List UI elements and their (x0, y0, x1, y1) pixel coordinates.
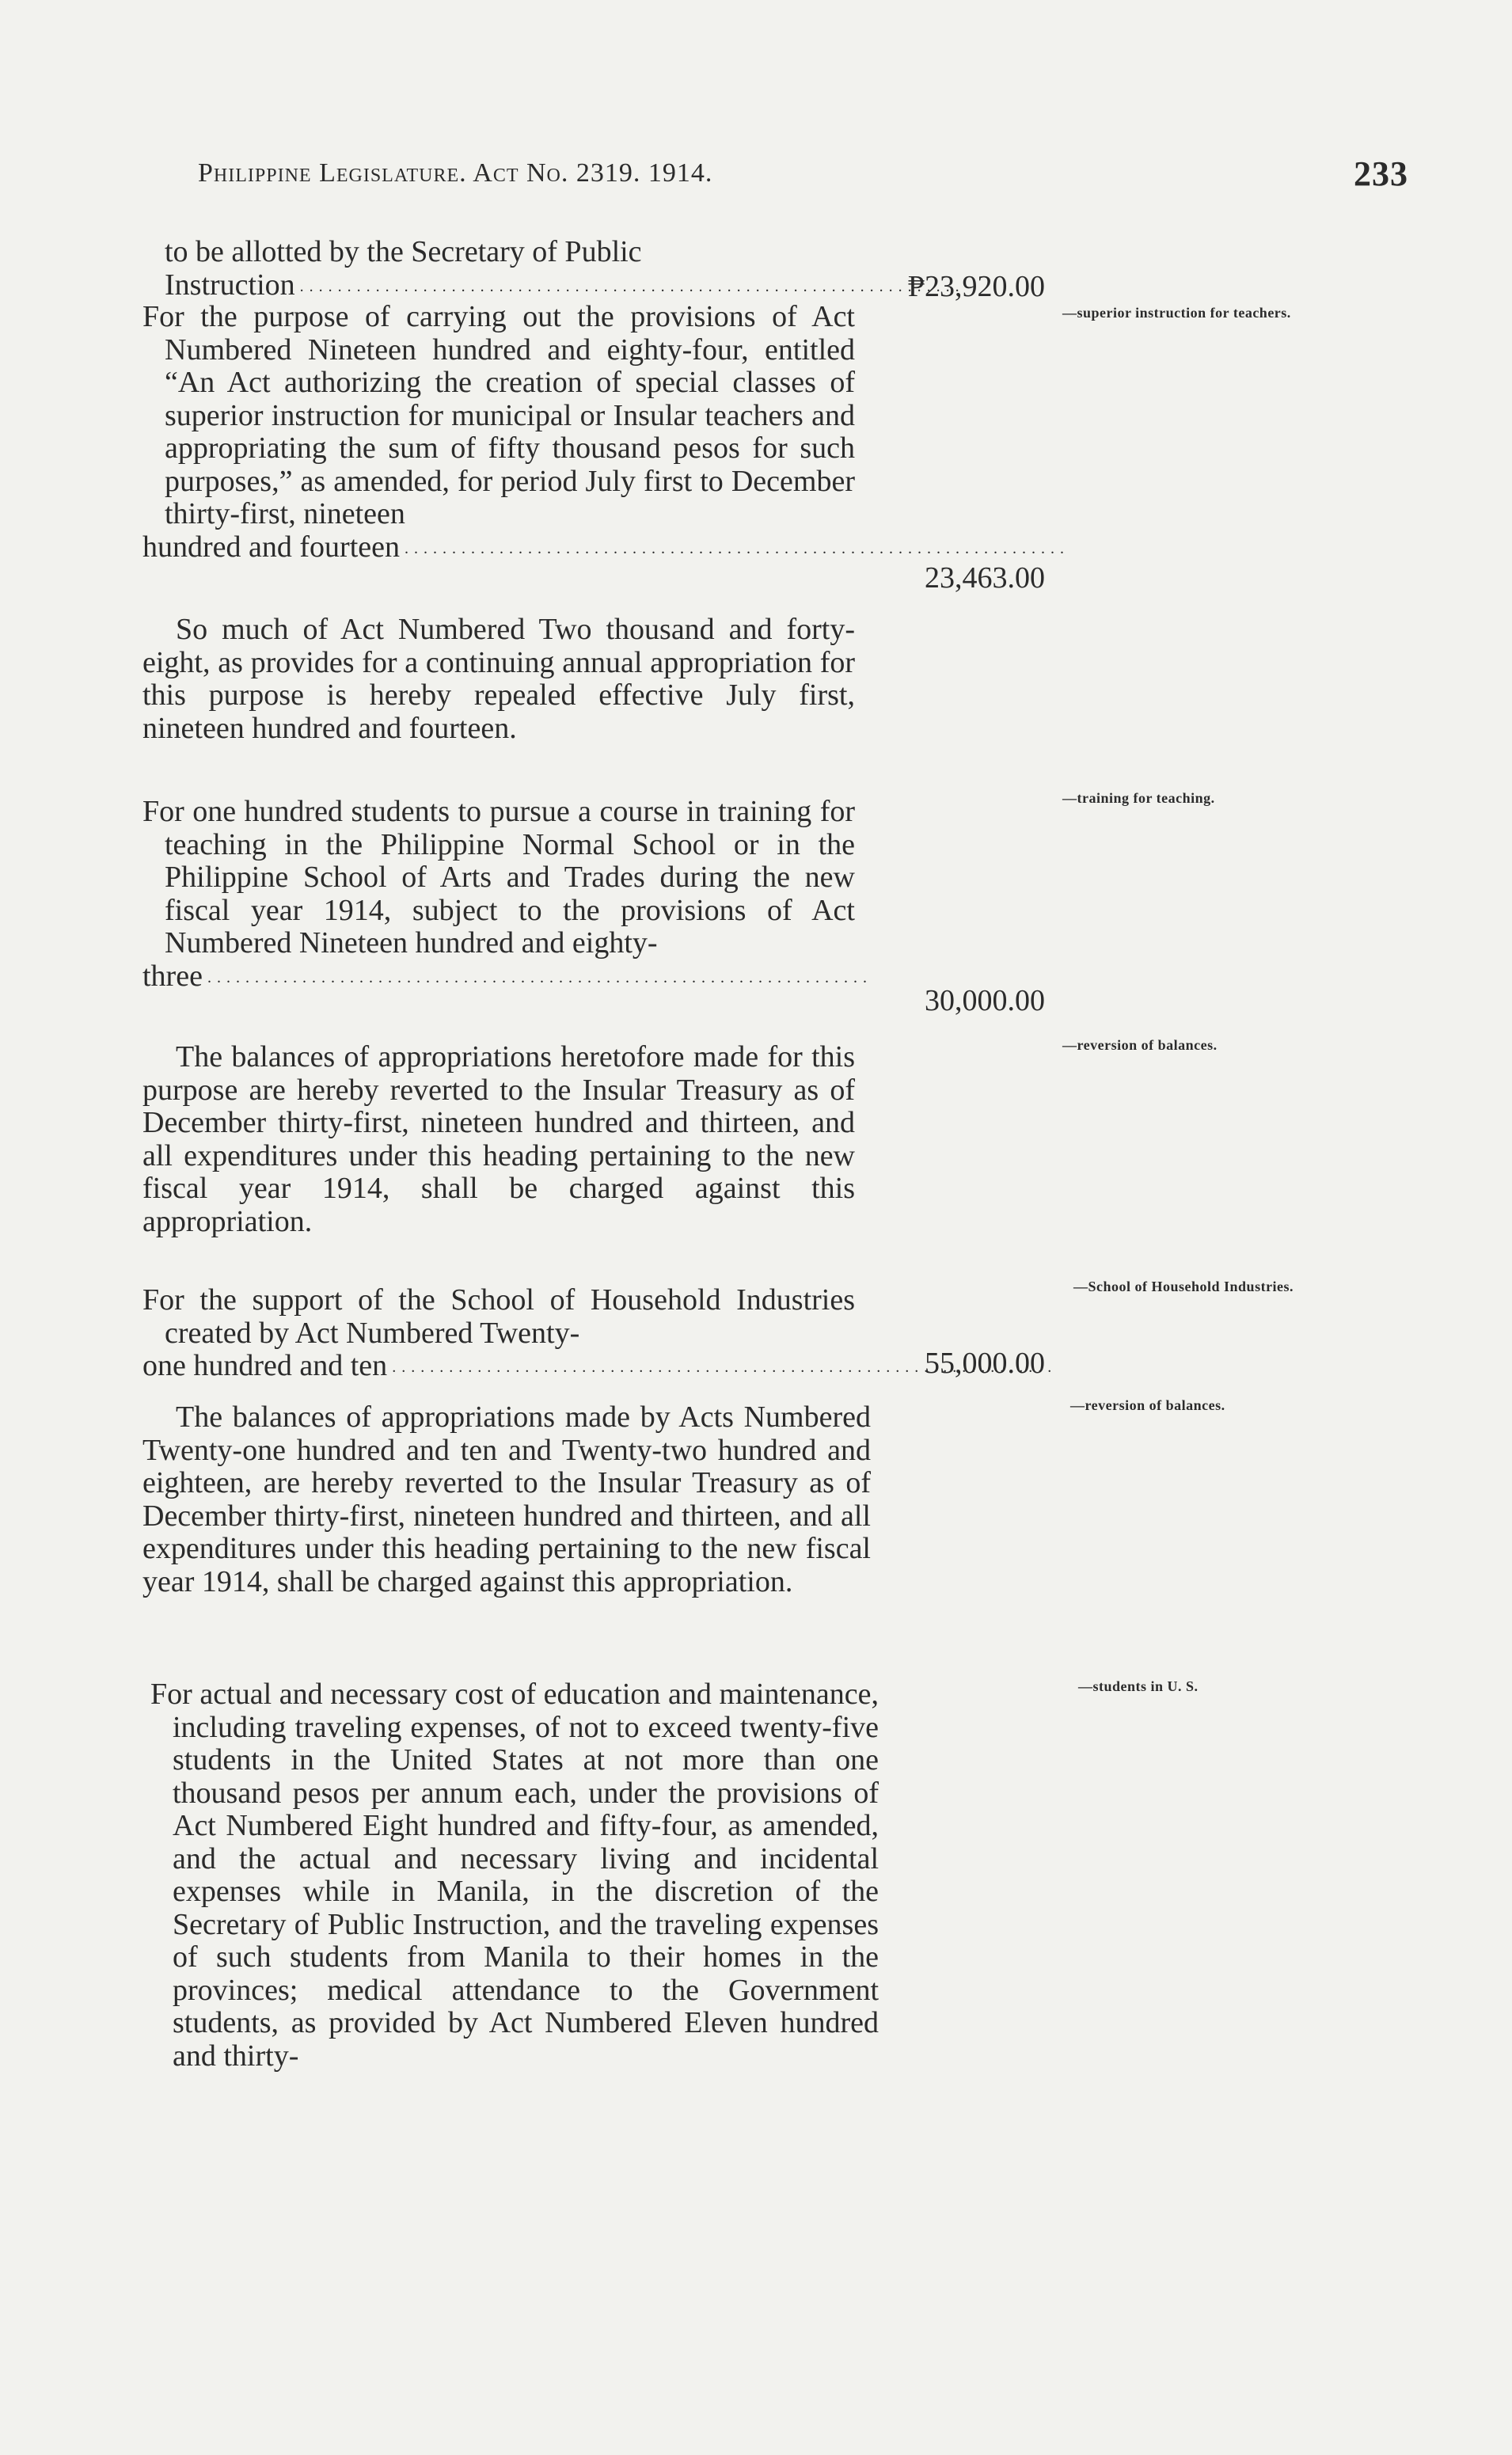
item-leader-line: Instruction . . . (165, 269, 855, 307)
repeal-paragraph: So much of Act Numbered Two thousand and forty-eight, as provides for a continuing annual appropriation for this purpose is hereby repealed effective July first, nineteen hundred and fourteen. (142, 613, 855, 745)
item-amount: ₱23,920.00 (907, 270, 1045, 303)
appropriation-item: For actual and necessary cost of education and maintenance, including traveling expenses, of not to exceed twenty-five students in the United States at not more than one thousand pesos per annum each, under the provisions of Act Numbered Eight hundred and fifty-four, as amended, and the actual and necessary living and incidental expenses while in Manila, in the discretion of the Secretary of Public Instruction, and the traveling expenses of such students from Manila to their homes in the provinces; medical attendance to the Government students, as provided by Act Numbered Eleven hundred and thirty- (150, 1678, 879, 2073)
margin-note: —superior instruction for teachers. (1062, 305, 1291, 321)
item-amount: 30,000.00 (925, 984, 1045, 1017)
item-text: For the purpose of carrying out the provisions of Act Numbered Nineteen hundred and eighty-four, entitled “An Act authorizing the creation of special classes of superior instruction for municipal or Insular teachers and appropriating the sum of fifty thousand pesos for such purposes,” as amended, for period July first to December thirty-first, nineteen (142, 300, 855, 530)
margin-note: —reversion of balances. (1062, 1037, 1218, 1053)
appropriation-item (142, 1284, 855, 1388)
reversion-paragraph: The balances of appropriations heretofore made for this purpose are hereby reverted to the Insular Treasury as of December thirty-first, nineteen hundred and thirteen, and all expenditures under this heading pertaining to the new fiscal year 1914, shall be charged against this appropriation. (142, 1040, 855, 1238)
item-amount: 55,000.00 (925, 1347, 1045, 1380)
page-number: 233 (1354, 154, 1408, 193)
item-text: For one hundred students to pursue a course in training for teaching in the Philippine Normal School or in the Philippine School of Arts and Trades during the new fiscal year 1914, subject to the provisions of Act Numbered Nineteen hundred and eighty- (142, 795, 855, 960)
item-text: to be allotted by the Secretary of Public (165, 235, 642, 268)
reversion-paragraph: The balances of appropriations made by Acts Numbered Twenty-one hundred and ten and Twenty-two hundred and eighteen, are hereby reverted to the Insular Treasury as of December thirty-first, nineteen hundred and thirteen, and all expenditures under this heading pertaining to the new fiscal year 1914, shall be charged against this appropriation. (142, 1400, 871, 1598)
appropriation-item (142, 796, 855, 998)
appropriation-continuation (165, 236, 855, 306)
margin-note: —students in U. S. (1078, 1678, 1199, 1694)
margin-note: —training for teaching. (1062, 790, 1215, 806)
item-text: For the support of the School of Household Industries created by Act Numbered Twenty- (142, 1283, 855, 1350)
item-amount: 23,463.00 (925, 561, 1045, 595)
appropriation-item (142, 301, 855, 568)
item-leader-line: one hundred and ten . . . (165, 1350, 855, 1388)
running-title: Philippine Legislature. Act No. 2319. 1914. (198, 158, 713, 188)
running-header (198, 154, 1417, 193)
item-leader-line: hundred and fourteen . . . (165, 531, 855, 569)
item-leader-line: three . . . (165, 960, 855, 998)
margin-note: —School of Household Industries. (1073, 1279, 1294, 1294)
margin-note: —reversion of balances. (1070, 1397, 1225, 1413)
